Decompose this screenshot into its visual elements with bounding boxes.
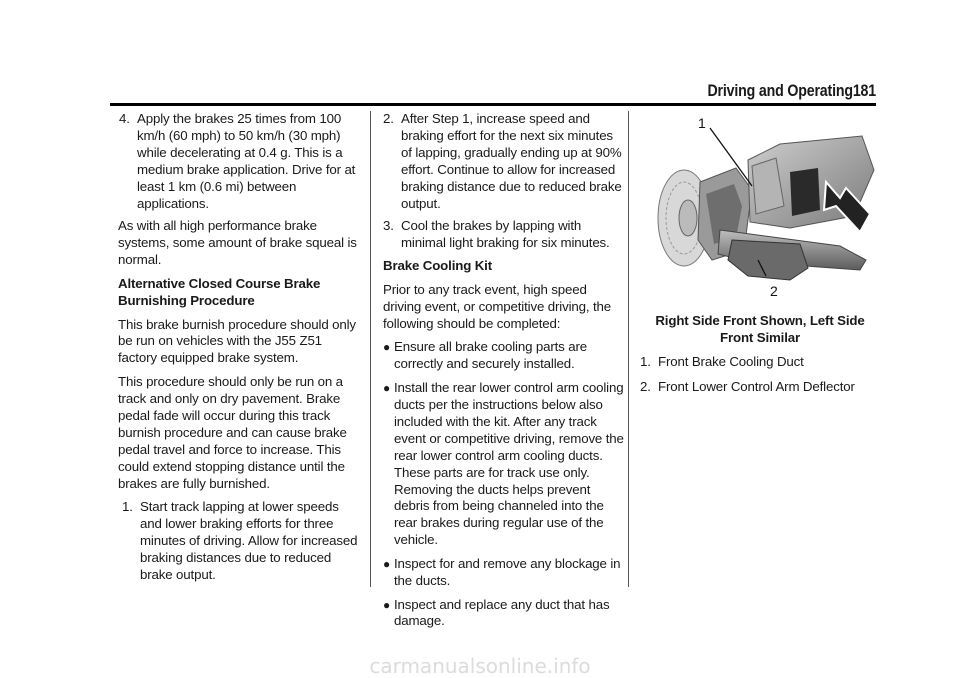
column-1 (118, 111, 358, 590)
bullet-icon: ● (383, 340, 391, 355)
step-text: Apply the brakes 25 times from 100 km/h (60 mph) to 50 km/h (30 mph) while decelerating at 0.4 g. This is a medium brake application. Drive for at least 1 km (0.6 mi) between applications. (137, 111, 356, 211)
bullet-icon: ● (383, 381, 391, 396)
step-2 (383, 111, 625, 212)
legend-item: 1. Front Brake Cooling Duct (640, 353, 804, 369)
header-rule (110, 103, 876, 106)
column-divider (370, 111, 371, 587)
step-number: 1. (122, 499, 133, 515)
step-number: 2. (383, 111, 394, 126)
column-divider (628, 111, 629, 587)
brake-assembly-drawing (640, 110, 880, 306)
step-number: 3. (383, 218, 394, 234)
bullet-icon: ● (383, 556, 391, 571)
section-heading: Brake Cooling Kit (383, 258, 493, 274)
paragraph-track-only: This procedure should only be run on a track and only on dry pavement. Brake pedal fade will occur during this track burnish procedure and can cause brake pedal travel and force to increase. This could extend stopping distance until the brakes are fully burnished. (118, 374, 347, 491)
callout-2: 2 (770, 283, 778, 299)
step-text: Cool the brakes by lapping with minimal light braking for six minutes. (401, 218, 610, 251)
bullet-item: ● Ensure all brake cooling parts are correctly and securely installed. (383, 339, 587, 372)
legend-item: 2. Front Lower Control Arm Deflector (640, 378, 855, 394)
lower-control-arm-deflector (728, 240, 808, 280)
column-3 (640, 110, 880, 403)
figure-legend (640, 354, 880, 396)
step-text: Start track lapping at lower speeds and lower braking efforts for three minutes of driving. Allow for increased braking distances due to reduced brake output. (140, 499, 358, 582)
step-1 (118, 499, 358, 584)
page-number: 181 (852, 82, 876, 100)
bullet-item: ● Install the rear lower control arm cooling ducts per the instructions below also included with the kit. After any track event or competitive driving, remove the rear lower control arm cooling ducts. These parts are for track use only. Removing the ducts helps prevent debris from being channeled into the rear brakes during regular use of the vehicle. (383, 380, 624, 548)
step-4 (118, 111, 358, 212)
step-3 (383, 218, 625, 252)
step-text: After Step 1, increase speed and braking effort for the next six minutes of lapping, gradually ending up at 90% effort. Continue to allow for increased braking distance due to reduced brake output. (401, 111, 622, 211)
watermark: carmanualsonline.info (369, 654, 591, 678)
paragraph-brake-squeal: As with all high performance brake systems, some amount of brake squeal is normal. (118, 218, 357, 268)
column-2 (383, 111, 625, 637)
bullet-icon: ● (383, 597, 391, 612)
section-heading: Alternative Closed Course Brake Burnishing Procedure (118, 275, 321, 308)
paragraph-intro: Prior to any track event, high speed driving event, or competitive driving, the following should be completed: (383, 281, 611, 331)
brake-cooling-illustration (640, 110, 880, 306)
bullet-item: ● Inspect for and remove any blockage in the ducts. (383, 555, 621, 588)
step-number: 4. (119, 111, 130, 126)
paragraph-j55: This brake burnish procedure should only be run on vehicles with the J55 Z51 factory equipped brake system. (118, 316, 356, 366)
page-header (707, 82, 876, 101)
figure-caption: Right Side Front Shown, Left Side Front Similar (655, 313, 865, 345)
bullet-item: ● Inspect and replace any duct that has damage. (383, 596, 610, 629)
callout-1: 1 (698, 115, 706, 131)
section-title: Driving and Operating (707, 82, 853, 100)
